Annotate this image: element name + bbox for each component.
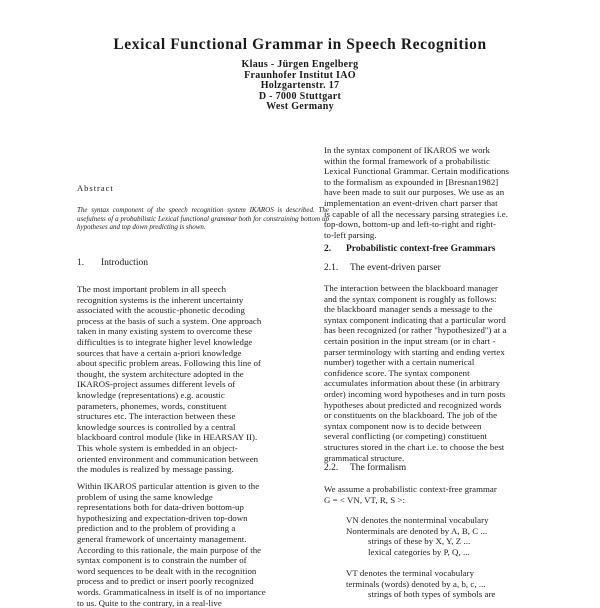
text-line: to-left parsing. <box>324 229 377 240</box>
author-country: West Germany <box>266 101 334 112</box>
section-number: 2.1. <box>324 263 339 273</box>
text-line: The interaction between the blackboard manager <box>324 283 499 293</box>
text-line: Lexical Functional Grammar. Certain modifications <box>324 166 509 177</box>
section-number: 2.2. <box>324 463 339 473</box>
section-number: 1. <box>77 258 85 268</box>
text-line: terminals (words) denoted by a, b, c, ... <box>346 578 486 589</box>
text-line: IKAROS-project assumes different levels of <box>77 379 236 390</box>
abstract-heading: Abstract <box>77 183 114 193</box>
section-formalism-heading <box>324 463 406 473</box>
text-line: about specific problem areas. Following this line of <box>77 358 261 369</box>
text-line: parser terminology with starting and ending vertex <box>324 346 505 357</box>
section-title: The formalism <box>350 463 407 473</box>
text-line: blackboard control module (like in HEARSAY II). <box>77 432 258 443</box>
text-line: We assume a probabilistic context-free grammar <box>324 484 497 494</box>
text-line: lexical categories by P, Q, ... <box>368 546 470 557</box>
text-line: strings of these by X, Y, Z ... <box>368 536 471 547</box>
intro-paragraph-1 <box>77 284 329 475</box>
text-line: process at the basis of such a system. One approach <box>77 315 262 326</box>
text-line: oriented environment and communication between <box>77 453 259 464</box>
text-line: certain position in the input stream (or in chart - <box>324 335 496 346</box>
text-line: structures stored in the chart i.e. to choose the best <box>324 441 505 452</box>
text-line: problem of using the same knowledge <box>77 491 213 502</box>
text-line: According to this rationale, the main purpose of the <box>77 544 262 555</box>
intro-paragraph-2 <box>77 481 329 608</box>
section-event-heading <box>324 263 441 273</box>
text-line: representations both for data-driven bottom-up <box>77 502 244 513</box>
right-intro-paragraph <box>324 145 580 240</box>
text-line: This whole system is embedded in an object- <box>77 442 238 453</box>
text-line: number) together with a certain numerical <box>324 357 475 368</box>
text-line: prediction and to the problem of providing a <box>77 523 236 534</box>
vt-definition <box>346 568 580 600</box>
section-pcfg-heading <box>324 244 496 254</box>
text-line: general framework of uncertainty management. <box>77 533 247 544</box>
text-line: knowledge (representations) e.g. acoustic <box>77 389 225 400</box>
paper-title: Lexical Functional Grammar in Speech Recognition <box>113 36 487 53</box>
text-line: associated with the acoustic-phonetic decoding <box>77 305 245 316</box>
text-line: has been recognized (or rather "hypothesized") at a <box>324 325 507 336</box>
text-line: structures etc. The interaction between these <box>77 411 236 422</box>
text-line: recognition systems is the inherent uncertainty <box>77 294 244 305</box>
text-line: parameters, phonemes, words, constituent <box>77 400 227 411</box>
text-line: or constituents on the blackboard. The job of the <box>324 410 498 421</box>
text-line: have been made to suit our purposes. We use as an <box>324 187 505 198</box>
section-title: Probabilistic context-free Grammars <box>346 244 496 254</box>
author-name: Klaus - Jürgen Engelberg <box>241 59 359 70</box>
text-line: to us. Quite to the contrary, in a real-live <box>77 597 222 608</box>
text-line: VN denotes the nonterminal vocabulary <box>346 515 489 525</box>
section-intro-heading <box>77 258 148 268</box>
text-line: implementation an event-driven chart parser that <box>324 197 498 208</box>
text-line: The most important problem in all speech <box>77 284 227 294</box>
text-line: hypothesizing and expectation-driven top-down <box>77 512 248 523</box>
text-line: syntax component indicating that a particular word <box>324 314 506 325</box>
section-title: Introduction <box>101 258 148 268</box>
formalism-paragraph <box>324 484 580 505</box>
text-line: the blackboard manager sends a message to the <box>324 304 493 315</box>
event-paragraph <box>324 283 580 463</box>
text-line: Within IKAROS particular attention is given to the <box>77 481 260 491</box>
text-line: hypotheses about predicted and recognized words <box>324 399 502 410</box>
text-line: top-down, bottom-up and left-to-right and right- <box>324 219 496 230</box>
vn-definition <box>346 515 580 557</box>
text-line: several conflicting (or competing) constituent <box>324 431 488 442</box>
abstract-text: The syntax component of the speech recognition system IKAROS is described. The usefulness of a probabilistic Lexical functional grammar both for constraining bottom up hypotheses and top down predicting is shown. <box>77 206 329 232</box>
text-line: G = < VN, VT, R, S >: <box>324 494 405 505</box>
text-line: syntax component is to constrain the number of <box>77 555 247 566</box>
section-title: The event-driven parser <box>350 263 441 273</box>
text-line: word sequences to be dealt with in the recognition <box>77 565 257 576</box>
text-line: sources that have a certain a-priori knowledge <box>77 347 242 358</box>
text-line: order) incoming word hypotheses and in turn posts <box>324 388 506 399</box>
text-line: In the syntax component of IKAROS we work <box>324 145 490 155</box>
author-city: D - 7000 Stuttgart <box>258 90 342 102</box>
text-line: confidence score. The syntax component <box>324 367 470 378</box>
author-institute: Fraunhofer Institut IAO <box>244 69 356 81</box>
author-street: Holzgartenstr. 17 <box>260 80 340 91</box>
author-block <box>0 60 600 113</box>
text-line: grammatical structure. <box>324 452 405 463</box>
text-line: Nonterminals are denoted by A, B, C ... <box>346 525 488 536</box>
text-line: the modules is realized by message passing. <box>77 464 234 475</box>
text-line: to the formalism as expounded in [Bresnan1982] <box>324 176 499 187</box>
text-line: accumulates information about these (in arbitrary <box>324 378 501 389</box>
text-line: thought, the system architecture adopted in the <box>77 368 244 379</box>
text-line: process and to predict or insert poorly recognized <box>77 576 254 587</box>
text-line: is capable of all the necessary parsing strategies i.e. <box>324 208 508 219</box>
section-number: 2. <box>324 244 332 254</box>
text-line: syntax component now is to decide between <box>324 420 482 431</box>
text-line: difficulties is to integrate higher level knowledge <box>77 336 253 347</box>
text-line: and the syntax component is roughly as follows: <box>324 293 497 304</box>
text-line: VT denotes the terminal vocabulary <box>346 568 475 578</box>
text-line: knowledge sources is controlled by a central <box>77 421 236 432</box>
text-line: taken in many existing system to overcome these <box>77 326 253 337</box>
text-line: words. Grammaticalness in itself is of no importance <box>77 586 266 597</box>
text-line: within the formal framework of a probabilistic <box>324 155 490 166</box>
text-line: strings of both types of symbols are <box>368 589 496 600</box>
